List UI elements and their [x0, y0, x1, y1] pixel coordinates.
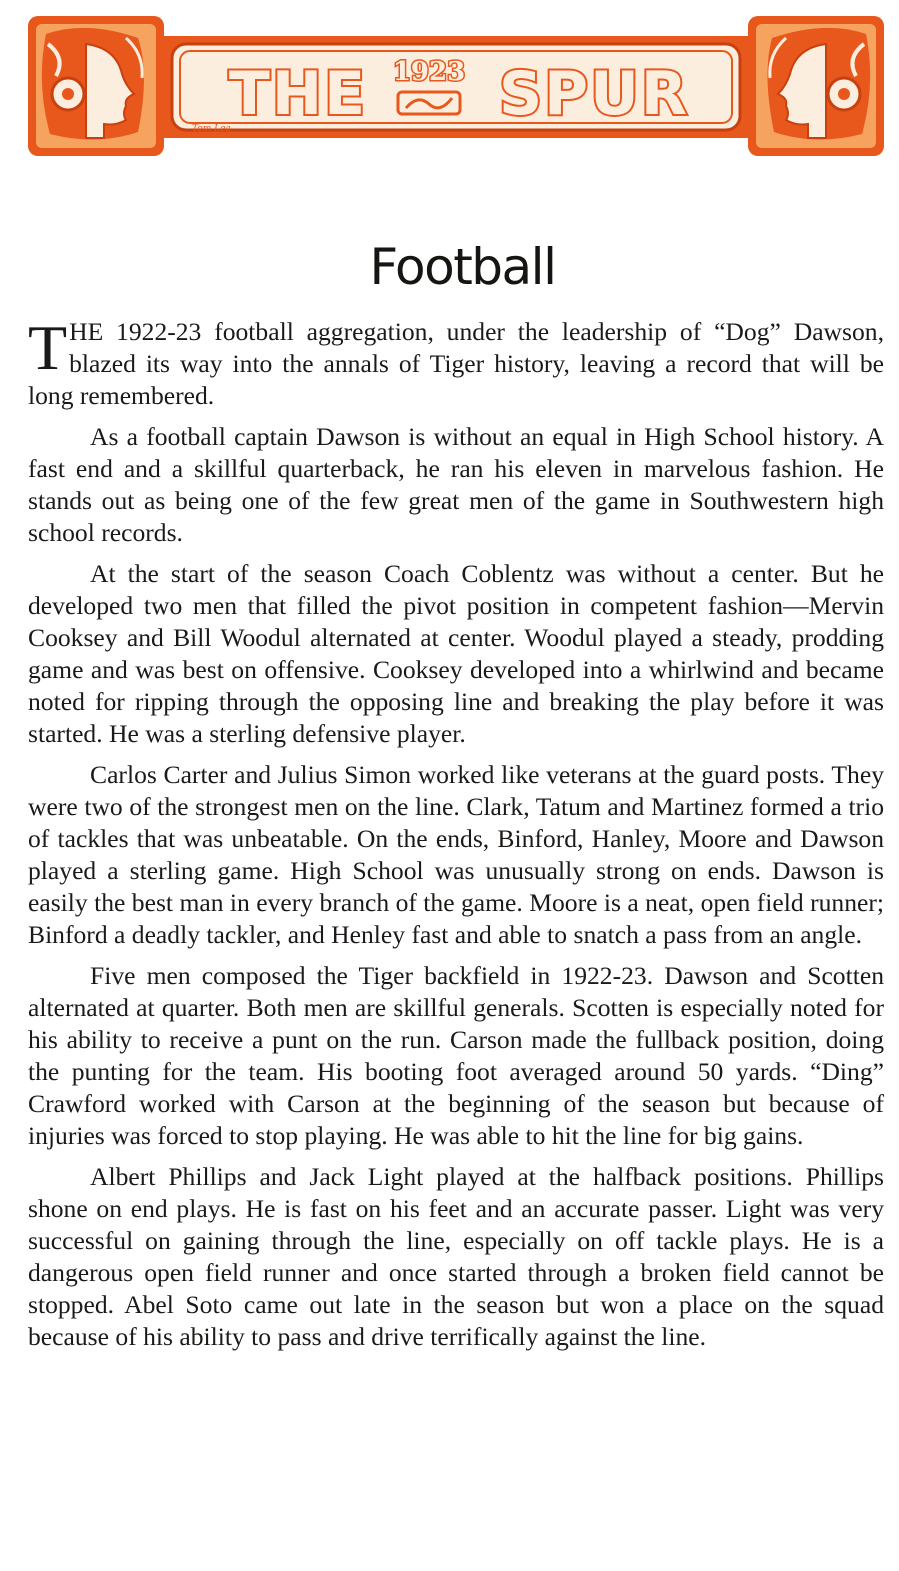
masthead-word-right: SPUR — [498, 59, 690, 129]
article-paragraph: Carlos Carter and Julius Simon worked like veterans at the guard posts. They were two of the strongest men on the line. Clark, Tatum and Martinez formed a trio of tackles that was unbeatable. On the ends, Binford, Hanley, Moore and Dawson played a sterling game. High School was unusually strong on ends. Dawson is easily the best man in every branch of the game. Moore is a neat, open field runner; Binford a deadly tackler, and Henley fast and able to snatch a pass from an angle. — [28, 760, 884, 949]
article-body — [28, 312, 884, 1362]
page-title: Football — [369, 238, 556, 296]
article-paragraph: Five men composed the Tiger backfield in 1922-23. Dawson and Scotten alternated at quarter. Both men are skillful generals. Scotten is especially noted for his ability to receive a punt on the run. Carson made the fullback position, doing the punting for the team. His booting foot averaged around 50 yards. “Ding” Crawford worked with Carson at the beginning of the season but because of injuries was forced to stop playing. He was able to hit the line for big gains. — [28, 961, 884, 1150]
article-paragraph: Albert Phillips and Jack Light played at the halfback positions. Phillips shone on end plays. He is fast on his feet and an accurate passer. Light was very successful on gaining through the line, especially on off tackle plays. He is a dangerous open field runner and once started through a broken field cannot be stopped. Abel Soto came out late in the season but won a place on the squad because of his ability to pass and drive terrifically against the line. — [28, 1162, 884, 1351]
paragraph-text: HE 1922-23 football aggregation, under the leadership of “Dog” Dawson, blazed its way into the annals of Tiger history, leaving a record that will be long remembered. — [28, 317, 884, 410]
left-profile-ornament — [28, 16, 164, 156]
masthead-word-left: THE — [228, 59, 368, 129]
masthead-banner — [26, 14, 886, 160]
right-profile-ornament — [748, 16, 884, 156]
article-paragraph — [28, 312, 884, 412]
article-paragraph: As a football captain Dawson is without an equal in High School history. A fast end and a skillful quarterback, he ran his eleven in marvelous fashion. He stands out as being one of the few great men of the game in Southwestern high school records. — [28, 422, 884, 547]
article-paragraph: At the start of the season Coach Coblentz was without a center. But he developed two men that filled the pivot position in competent fashion—Mervin Cooksey and Bill Woodul alternated at center. Woodul played a steady, prodding game and was best on offensive. Cooksey developed into a whirlwind and became noted for ripping through the opposing line and breaking the play before it was started. He was a sterling defensive player. — [28, 559, 884, 748]
drop-cap: T — [28, 312, 68, 383]
artist-signature: Tom Lea — [192, 124, 231, 134]
masthead-artwork — [26, 14, 886, 160]
masthead-year: 1923 — [392, 57, 466, 87]
